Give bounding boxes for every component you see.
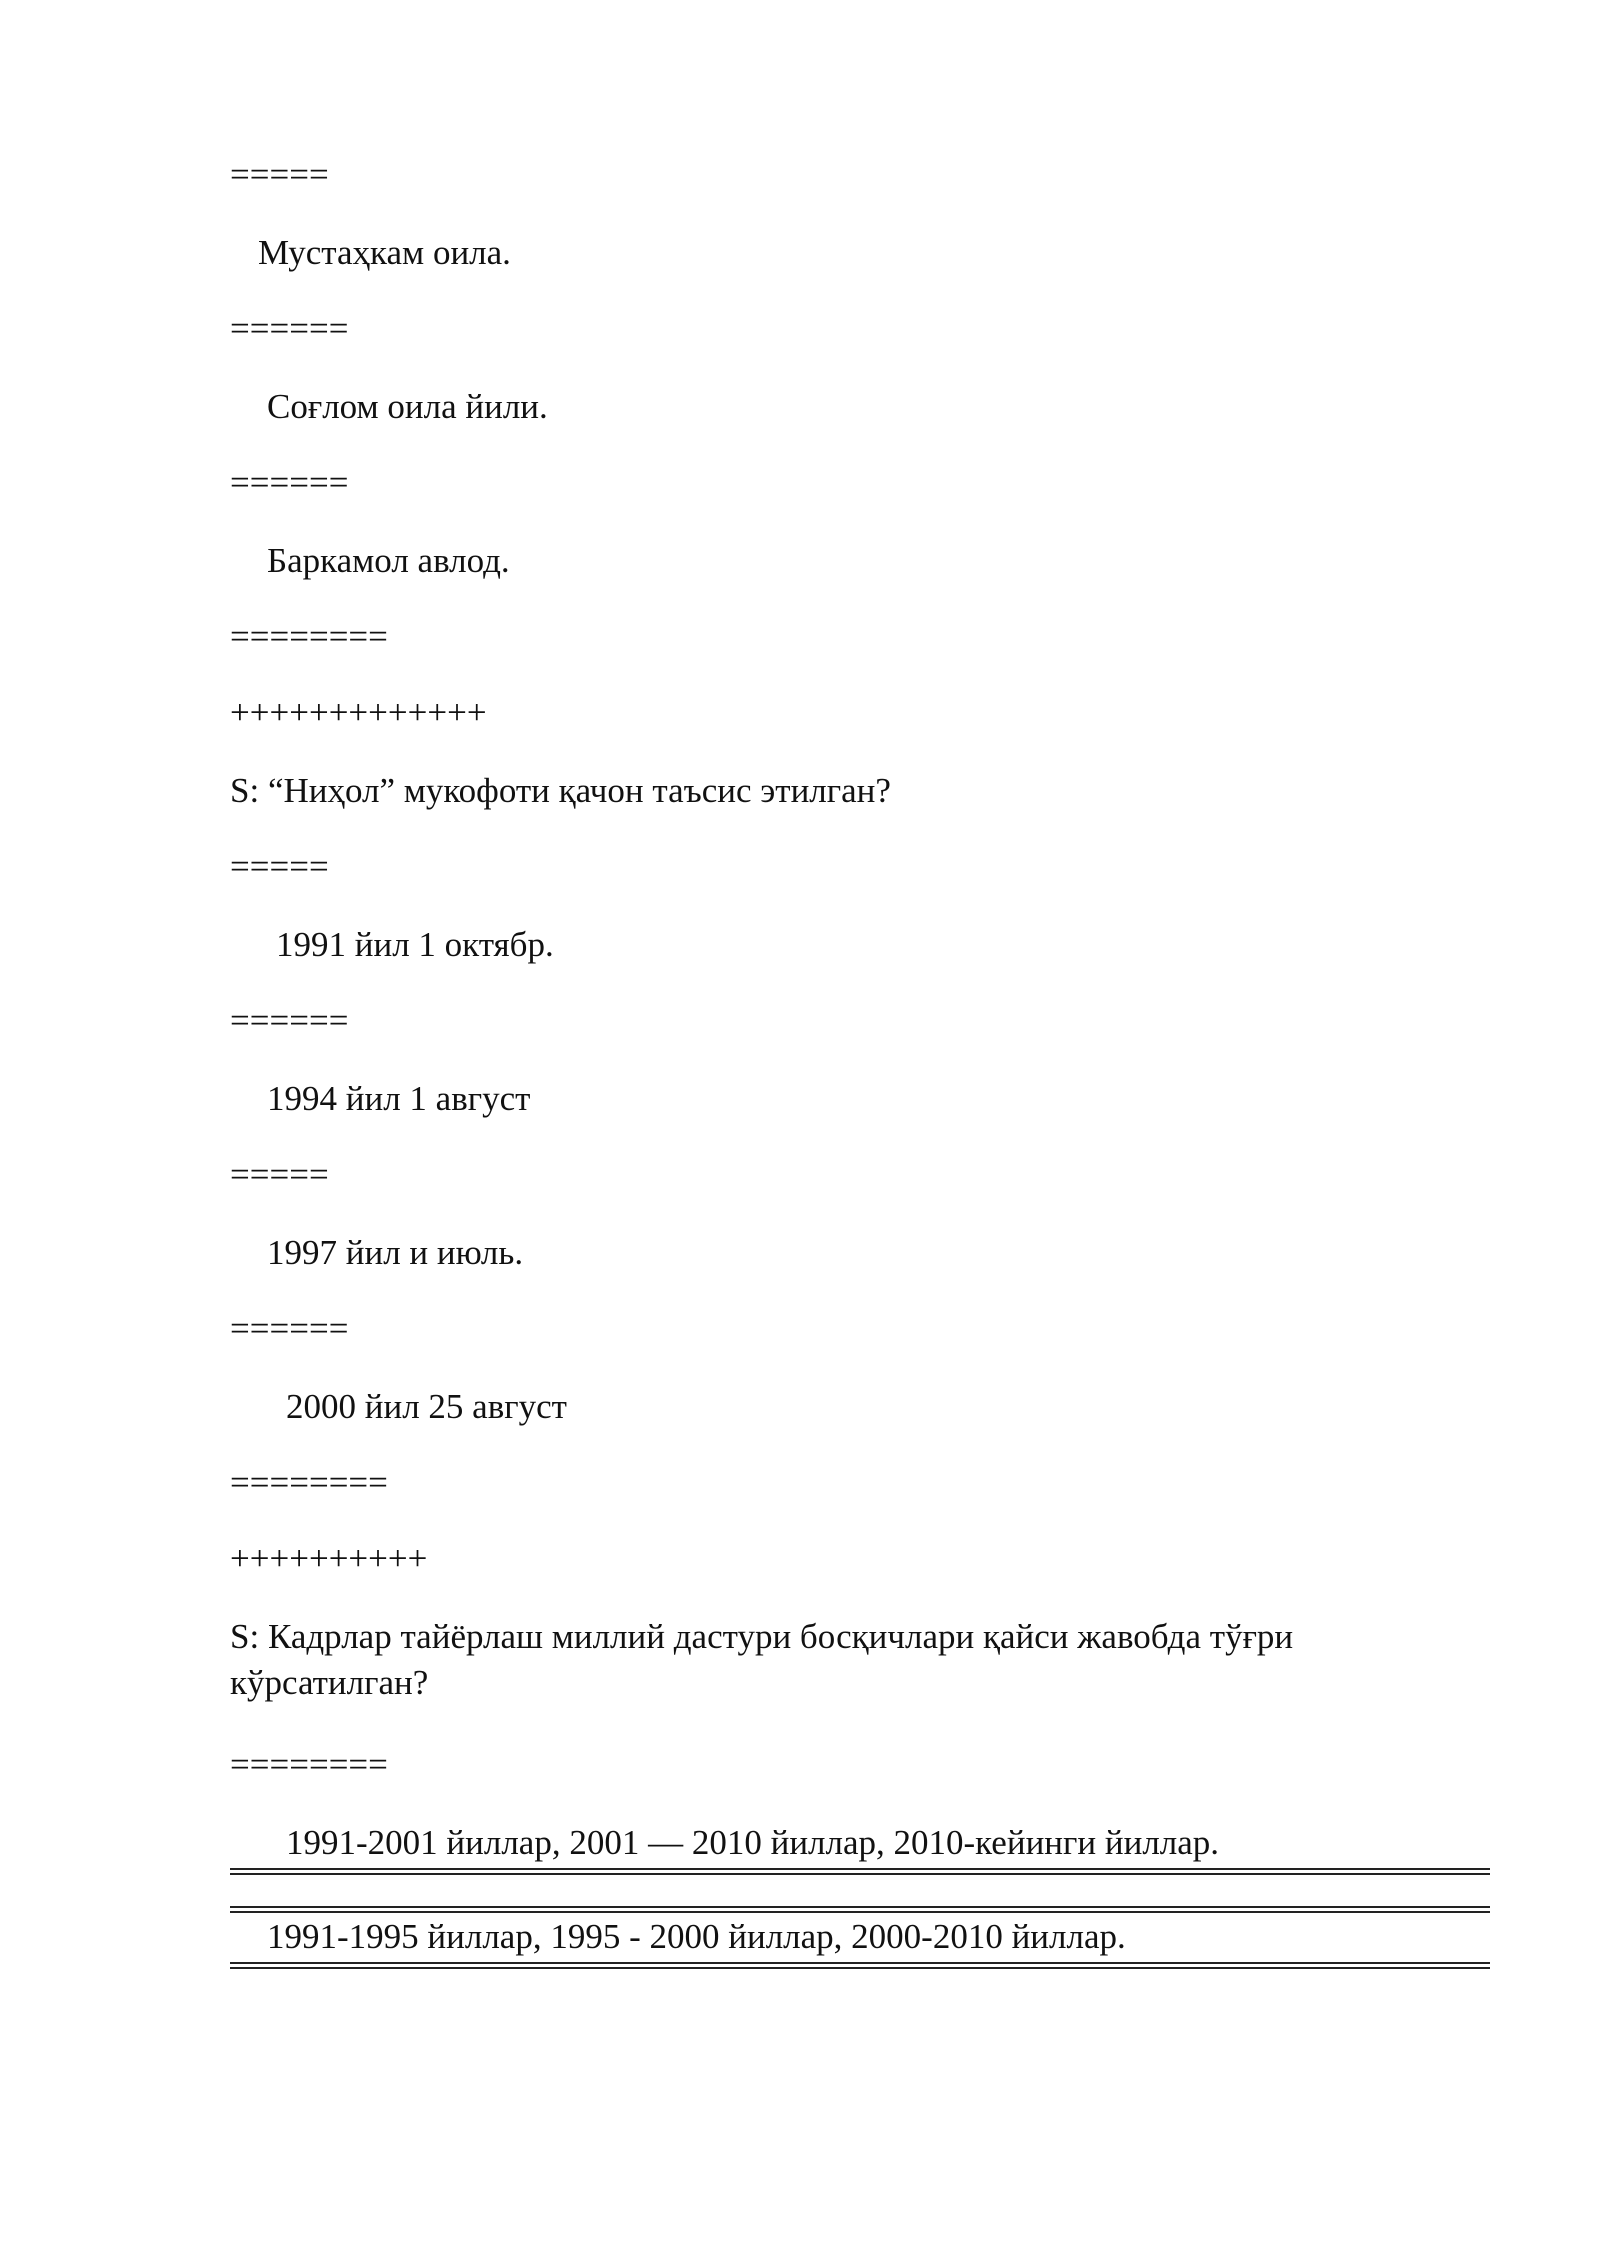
question-separator: +++++++++++++	[230, 693, 487, 732]
answer-option: 1991-1995 йиллар, 1995 - 2000 йиллар, 2000-2010 йиллар.	[267, 1917, 1126, 1956]
separator-line: ======	[230, 1001, 349, 1040]
question-separator: ++++++++++	[230, 1539, 428, 1578]
answer-option: 1994 йил 1 август	[267, 1079, 531, 1118]
separator-line: ========	[230, 617, 388, 656]
double-rule	[230, 1962, 1490, 1969]
answer-option: 2000 йил 25 август	[286, 1387, 567, 1426]
separator-line: =====	[230, 155, 329, 194]
separator-line: ========	[230, 1745, 388, 1784]
double-rule	[230, 1868, 1490, 1875]
double-rule	[230, 1906, 1490, 1913]
answer-option: Баркамол авлод.	[267, 541, 510, 580]
separator-line: ======	[230, 309, 349, 348]
question-text: S: “Ниҳол” мукофоти қачон таъсис этилган?	[230, 771, 891, 810]
separator-line: ========	[230, 1463, 388, 1502]
separator-line: ======	[230, 463, 349, 502]
answer-option: Мустаҳкам оила.	[258, 233, 511, 272]
answer-option: 1991 йил 1 октябр.	[276, 925, 554, 964]
separator-line: ======	[230, 1309, 349, 1348]
separator-line: =====	[230, 1155, 329, 1194]
answer-option: 1997 йил и июль.	[267, 1233, 524, 1272]
answer-option: Соғлом оила йили.	[267, 387, 548, 426]
separator-line: =====	[230, 847, 329, 886]
question-text: S: Кадрлар тайёрлаш миллий дастури босқичлари қайси жавобда тўғри кўрсатилган?	[230, 1617, 1294, 1702]
answer-option: 1991-2001 йиллар, 2001 — 2010 йиллар, 2010-кейинги йиллар.	[286, 1823, 1220, 1862]
